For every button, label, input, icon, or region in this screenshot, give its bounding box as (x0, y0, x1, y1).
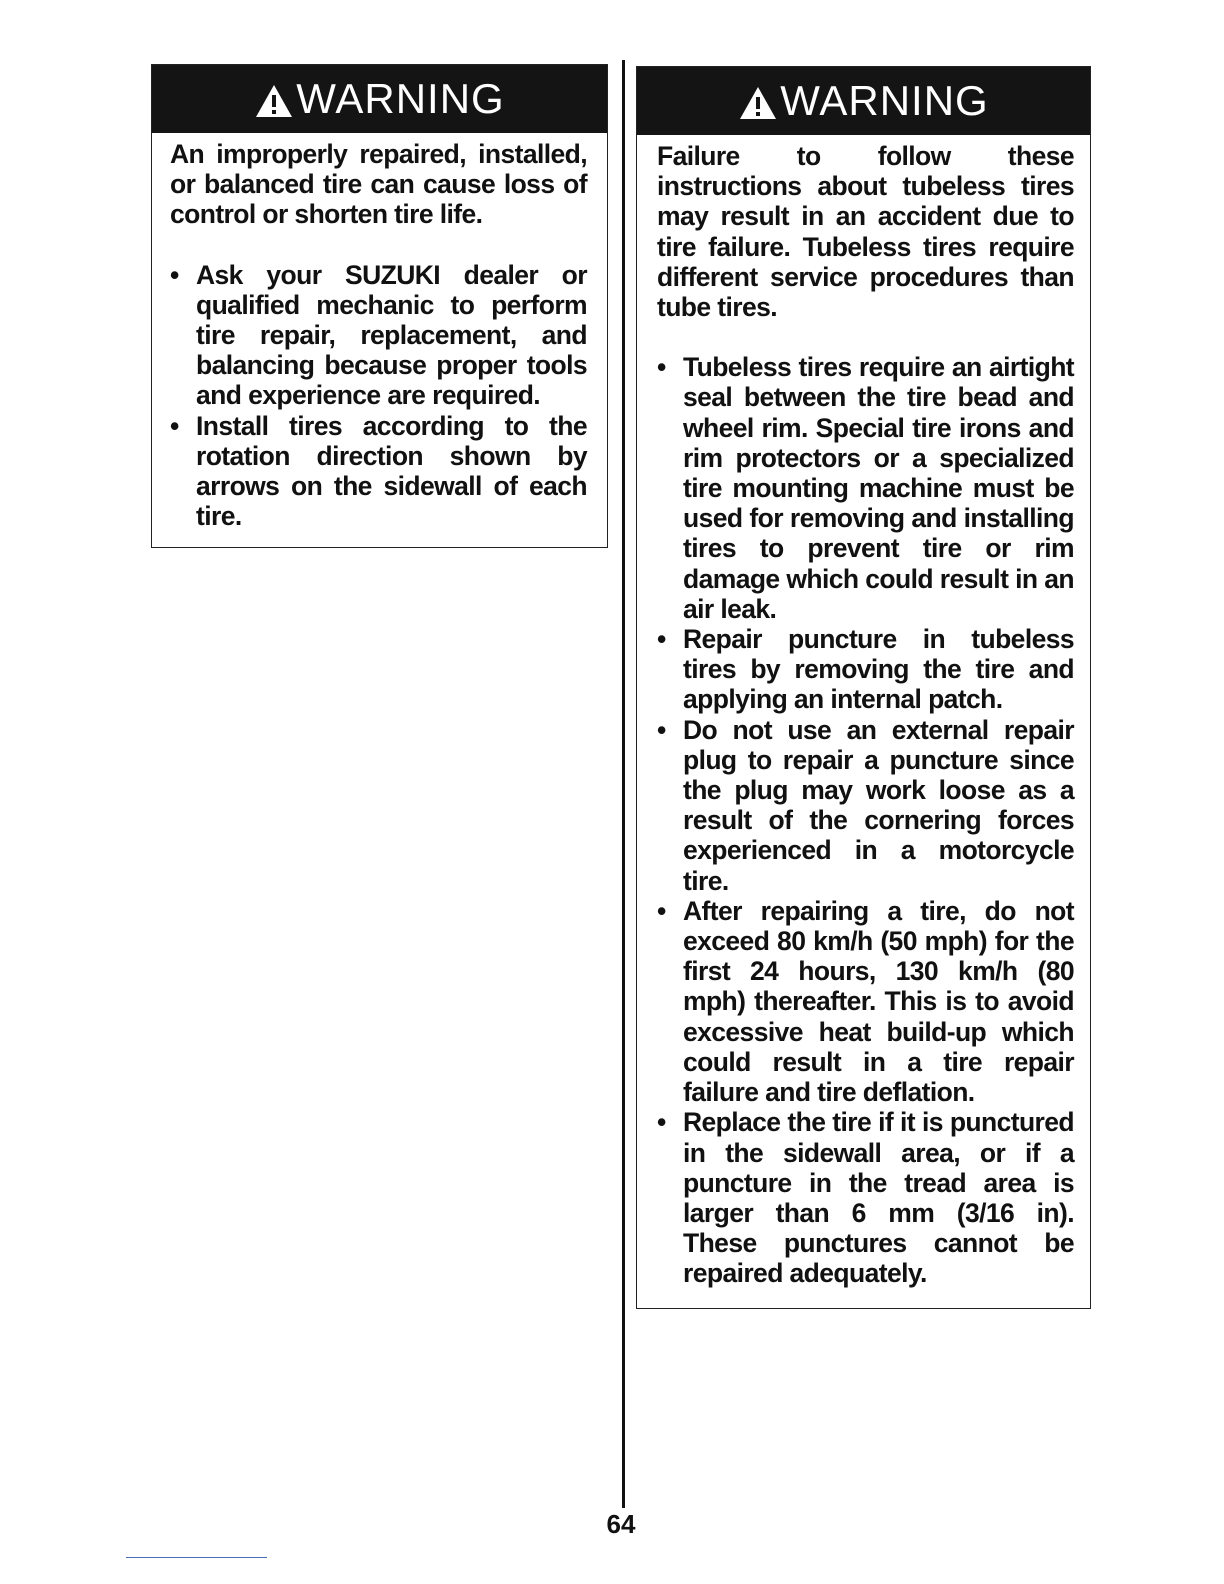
warning-intro-right: Failure to follow these instructions about tubeless tires may result in an accident due to tire failure. Tubeless tires require different service procedures than tube tires. (657, 141, 1074, 323)
list-item: • After repairing a tire, do not exceed 80 km/h (50 mph) for the first 24 hours, 130 km/h (80 mph) thereafter. This is to avoid excessive heat build-up which could result in a tire repair failure and tire deflation. (657, 896, 1074, 1107)
warning-header-right (637, 67, 1090, 135)
warning-box-right (636, 66, 1091, 1309)
column-divider (622, 60, 625, 1508)
warning-triangle-icon (254, 83, 294, 119)
warning-body-left (152, 133, 607, 531)
warning-intro-left: An improperly repaired, installed, or balanced tire can cause loss of control or shorten tire life. (170, 139, 587, 230)
list-item: • Do not use an external repair plug to repair a puncture since the plug may work loose as a result of the cornering forces experienced in a motorcycle tire. (657, 715, 1074, 896)
warning-list-right (657, 352, 1074, 1288)
list-item: • Tubeless tires require an airtight seal between the tire bead and wheel rim. Special tire irons and rim protectors or a specialized tire mounting machine must be used for removing and installing tires to prevent tire or rim damage which could result in an air leak. (657, 352, 1074, 624)
warning-title-right: WARNING (780, 77, 989, 124)
warning-body-right (637, 135, 1090, 1289)
list-item: • Ask your SUZUKI dealer or qualified mechanic to perform tire repair, replacement, and balancing because proper tools and experience are required. (170, 260, 587, 411)
page-number: 64 (606, 1509, 636, 1539)
list-item: • Replace the tire if it is punctured in the sidewall area, or if a puncture in the tread area is larger than 6 mm (3/16 in). These punctures cannot be repaired adequately. (657, 1107, 1074, 1288)
warning-box-left (151, 64, 608, 548)
warning-triangle-icon (738, 85, 778, 121)
warning-header-left (152, 65, 607, 133)
footer-rule (126, 1557, 267, 1558)
warning-list-left (170, 260, 587, 532)
list-item: • Install tires according to the rotation direction shown by arrows on the sidewall of each tire. (170, 411, 587, 532)
list-item: • Repair puncture in tubeless tires by removing the tire and applying an internal patch. (657, 624, 1074, 715)
warning-title-left: WARNING (296, 75, 505, 122)
